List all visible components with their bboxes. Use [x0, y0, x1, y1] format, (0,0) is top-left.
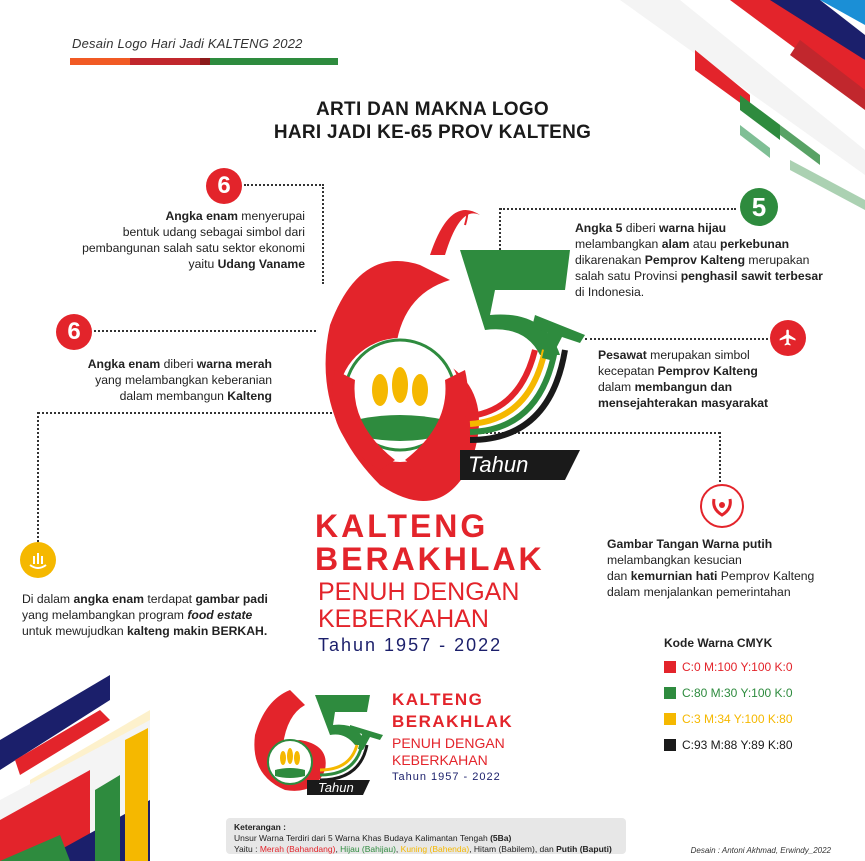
merah-l2: yang melambangkan keberanian	[95, 373, 272, 387]
udang-l4b: Udang Vaname	[217, 257, 305, 271]
pesawat-l2b: Pemprov Kalteng	[657, 364, 758, 378]
connector-tangan-v	[719, 432, 721, 482]
connector-padi-v	[37, 412, 39, 542]
legend	[664, 636, 864, 752]
main-title-line2: HARI JADI KE-65 PROV KALTENG	[273, 122, 592, 143]
logo-line3: PENUH DENGAN	[318, 578, 520, 606]
pesawat-l3b: membangun dan	[634, 380, 733, 394]
lima-l4b: penghasil sawit terbesar	[680, 269, 823, 283]
credit-text: Desain : Antoni Akhmad, Erwindy_2022	[690, 846, 831, 855]
udang-l4a: yaitu	[188, 257, 218, 271]
lima-description	[575, 220, 865, 300]
pesawat-l2a: kecepatan	[598, 364, 658, 378]
note-sep2: ,	[395, 844, 401, 854]
tangan-p1: Gambar Tangan Warna putih	[607, 537, 773, 551]
lima-l2d: perkebunan	[720, 237, 790, 251]
merah-l3a: dalam membangun	[119, 389, 228, 403]
legend-swatch-black	[664, 739, 676, 751]
lima-l3a: dikarenakan	[575, 253, 645, 267]
legend-swatch-yellow	[664, 713, 676, 725]
six-top-icon: 6	[206, 168, 242, 204]
udang-description	[10, 208, 305, 272]
lima-p2: diberi	[622, 221, 660, 235]
lima-l2c: atau	[689, 237, 720, 251]
tangan-l3a: dan	[607, 569, 631, 583]
central-tahun-label: Tahun	[468, 452, 529, 477]
lima-p3: warna hijau	[659, 221, 727, 235]
note-box	[226, 818, 626, 854]
hands-icon	[700, 484, 744, 528]
padi-l1c: terdapat	[143, 592, 196, 606]
padi-l1b: angka enam	[73, 592, 144, 606]
note-putih: Putih (Baputi)	[556, 844, 612, 854]
merah-p3: warna merah	[196, 357, 272, 371]
udang-p2: menyerupai	[237, 209, 305, 223]
small-logo-line1: KALTENG	[392, 690, 484, 709]
note-l1a: Unsur Warna Terdiri dari 5 Warna Khas Budaya Kalimantan Tengah	[234, 833, 491, 843]
legend-title: Kode Warna CMYK	[664, 636, 773, 650]
merah-description	[20, 356, 272, 404]
note-merah: Merah (Bahandang)	[259, 844, 336, 854]
udang-l3: pembangunan salah satu sektor ekonomi	[82, 241, 305, 255]
header-color-bar	[70, 58, 338, 65]
lima-l5: di Indonesia.	[575, 285, 645, 299]
logo-line4: KEBERKAHAN	[318, 605, 489, 633]
small-logo-line3: PENUH DENGAN	[392, 735, 505, 751]
connector-pesawat-h	[585, 338, 768, 340]
six-mid-icon: 6	[56, 314, 92, 350]
lima-l4a: salah satu Provinsi	[575, 269, 681, 283]
legend-label: C:3 M:34 Y:100 K:80	[682, 712, 793, 726]
lima-p1: Angka 5	[575, 221, 623, 235]
legend-label: C:80 M:30 Y:100 K:0	[682, 686, 793, 700]
logo-line5: Tahun 1957 - 2022	[318, 635, 503, 655]
note-l2a: Yaitu :	[234, 844, 260, 854]
header-title: Desain Logo Hari Jadi KALTENG 2022	[72, 36, 303, 51]
merah-l3b: Kalteng	[227, 389, 272, 403]
tangan-l3c: Pemprov Kalteng	[717, 569, 815, 583]
lima-l3b: Pemprov Kalteng	[644, 253, 746, 267]
logo-line2: BERAKHLAK	[315, 541, 545, 577]
legend-item	[664, 660, 864, 674]
merah-p1: Angka enam	[87, 357, 161, 371]
note-l2b: , Hitam (Babilem), dan	[469, 844, 557, 854]
padi-l3a: untuk mewujudkan	[22, 624, 128, 638]
bottom-left-decoration	[0, 670, 160, 861]
pesawat-l4: mensejahterakan masyarakat	[598, 396, 769, 410]
central-logo-graphic	[300, 185, 590, 505]
small-logo-line2: BERAKHLAK	[392, 712, 514, 731]
legend-item	[664, 738, 864, 752]
pesawat-p2: merupakan simbol	[646, 348, 750, 362]
small-logo-line5: Tahun 1957 - 2022	[392, 771, 501, 783]
legend-label: C:0 M:100 Y:100 K:0	[682, 660, 793, 674]
padi-l3b: kalteng makin BERKAH.	[127, 624, 268, 638]
pesawat-description	[598, 347, 863, 411]
note-kuning: Kuning (Bahenda)	[400, 844, 470, 854]
padi-description	[22, 591, 322, 639]
main-title	[0, 98, 865, 144]
padi-l1d: gambar padi	[195, 592, 268, 606]
note-title: Keterangan :	[234, 822, 286, 832]
note-hijau: Hijau (Bahijau)	[340, 844, 396, 854]
note-sep1: ,	[335, 844, 341, 854]
legend-swatch-green	[664, 687, 676, 699]
legend-item	[664, 712, 864, 726]
note-l1b: (5Ba)	[490, 833, 512, 843]
tangan-l3b: kemurnian hati	[630, 569, 718, 583]
main-title-line1: ARTI DAN MAKNA LOGO	[316, 99, 549, 120]
lima-l3c: merupakan	[745, 253, 810, 267]
rice-icon	[20, 542, 56, 578]
small-logo-line4: KEBERKAHAN	[392, 752, 488, 768]
pesawat-l3a: dalam	[598, 380, 635, 394]
small-tahun-label: Tahun	[318, 780, 354, 795]
legend-swatch-red	[664, 661, 676, 673]
legend-label: C:93 M:88 Y:89 K:80	[682, 738, 793, 752]
padi-l2a: yang melambangkan program	[22, 608, 188, 622]
pesawat-p1: Pesawat	[598, 348, 647, 362]
padi-l2b: food estate	[187, 608, 253, 622]
tangan-description	[607, 536, 862, 600]
tangan-l2: melambangkan kesucian	[607, 553, 742, 567]
connector-merah-h	[94, 330, 316, 332]
merah-p2: diberi	[160, 357, 197, 371]
legend-item	[664, 686, 864, 700]
lima-l2a: melambangkan	[575, 237, 662, 251]
lima-l2b: alam	[661, 237, 690, 251]
five-icon: 5	[740, 188, 778, 226]
udang-p1: Angka enam	[165, 209, 238, 223]
tangan-l4: dalam menjalankan pemerintahan	[607, 585, 791, 599]
padi-l1a: Di dalam	[22, 592, 74, 606]
udang-l2: bentuk udang sebagai simbol dari	[122, 225, 305, 239]
logo-line1: KALTENG	[315, 508, 489, 544]
